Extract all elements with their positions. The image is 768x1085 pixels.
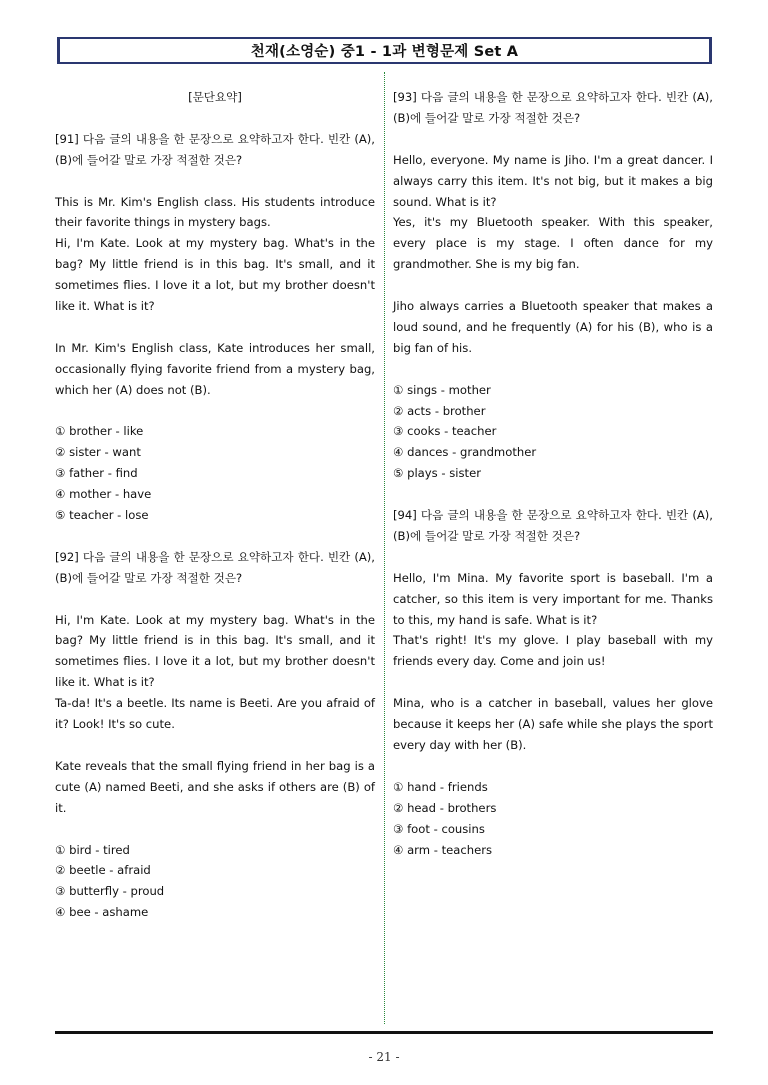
- question-passage: Yes, it's my Bluetooth speaker. With this speaker, every place is my stage. I often dance for my grandmother. She is my big fan.: [393, 215, 713, 272]
- question-passage: Hello, everyone. My name is Jiho. I'm a great dancer. I always carry this item. It's not big, but it makes a big sound. What is it?: [393, 152, 713, 209]
- answer-options: [55, 421, 375, 526]
- answer-option[interactable]: ③ father - find: [55, 466, 138, 481]
- header-title-box: [57, 37, 712, 64]
- left-column: [55, 87, 375, 923]
- question-prompt: [93] 다음 글의 내용을 한 문장으로 요약하고자 한다. 빈칸 (A), (B)에 들어갈 말로 가장 적절한 것은?: [393, 90, 713, 125]
- answer-option[interactable]: ② sister - want: [55, 445, 141, 460]
- answer-option[interactable]: ③ butterfly - proud: [55, 884, 165, 899]
- answer-option[interactable]: ③ cooks - teacher: [393, 424, 497, 439]
- page-number: - 21 -: [368, 1050, 400, 1064]
- answer-option[interactable]: ③ foot - cousins: [393, 821, 485, 836]
- answer-options: [393, 380, 713, 485]
- question-prompt: [94] 다음 글의 내용을 한 문장으로 요약하고자 한다. 빈칸 (A), (B)에 들어갈 말로 가장 적절한 것은?: [393, 508, 713, 543]
- question-summary: Jiho always carries a Bluetooth speaker that makes a loud sound, and he frequently (A) for his (B), who is a big fan of his.: [393, 299, 713, 355]
- answer-option[interactable]: ① bird - tired: [55, 842, 130, 857]
- question-passage: Hello, I'm Mina. My favorite sport is baseball. I'm a catcher, so this item is very important for me. Thanks to this, my hand is safe. What is it?: [393, 570, 713, 627]
- question-94: [393, 505, 713, 860]
- page-title: 천재(소영순) 중1 - 1과 변형문제 Set A: [250, 44, 519, 60]
- question-91: [55, 129, 375, 526]
- question-92: [55, 547, 375, 923]
- answer-option[interactable]: ④ mother - have: [55, 487, 152, 502]
- question-prompt: [92] 다음 글의 내용을 한 문장으로 요약하고자 한다. 빈칸 (A), (B)에 들어갈 말로 가장 적절한 것은?: [55, 549, 375, 585]
- answer-option[interactable]: ① brother - like: [55, 424, 144, 439]
- answer-option[interactable]: ② head - brothers: [393, 800, 497, 815]
- question-summary: Kate reveals that the small flying friend in her bag is a cute (A) named Beeti, and she asks if others are (B) of it.: [55, 758, 375, 815]
- answer-option[interactable]: ① sings - mother: [393, 382, 491, 397]
- section-label: [문단요약]: [188, 90, 242, 104]
- question-passage: Hi, I'm Kate. Look at my mystery bag. What's in the bag? My little friend is in this bag. It's small, and it sometimes flies. I love it a lot, but my brother doesn't like it. What is it?: [55, 612, 375, 690]
- footer-rule: [55, 1031, 713, 1034]
- answer-option[interactable]: ② beetle - afraid: [55, 863, 151, 878]
- answer-option[interactable]: ② acts - brother: [393, 403, 486, 418]
- question-passage: That's right! It's my glove. I play baseball with my friends every day. Come and join us!: [393, 633, 713, 669]
- question-summary: In Mr. Kim's English class, Kate introduces her small, occasionally flying favorite friend from a mystery bag, which her (A) does not (B).: [55, 340, 375, 397]
- answer-option[interactable]: ⑤ teacher - lose: [55, 508, 149, 523]
- column-divider: [384, 72, 385, 1024]
- answer-options: [393, 777, 713, 861]
- question-prompt: [91] 다음 글의 내용을 한 문장으로 요약하고자 한다. 빈칸 (A), (B)에 들어갈 말로 가장 적절한 것은?: [55, 131, 375, 167]
- answer-option[interactable]: ④ dances - grandmother: [393, 445, 537, 460]
- question-passage: Ta-da! It's a beetle. Its name is Beeti. Are you afraid of it? Look! It's so cute.: [55, 696, 375, 732]
- question-summary: Mina, who is a catcher in baseball, values her glove because it keeps her (A) safe while she plays the sport every day with her (B).: [393, 696, 713, 752]
- right-column: [393, 87, 713, 860]
- question-93: [393, 87, 713, 484]
- answer-option[interactable]: ④ bee - ashame: [55, 905, 149, 920]
- question-passage: This is Mr. Kim's English class. His students introduce their favorite things in mystery bags.: [55, 194, 375, 230]
- answer-option[interactable]: ④ arm - teachers: [393, 842, 493, 857]
- question-passage: Hi, I'm Kate. Look at my mystery bag. What's in the bag? My little friend is in this bag. It's small, and it sometimes flies. I love it a lot, but my brother doesn't like it. What is it?: [55, 236, 375, 314]
- answer-option[interactable]: ① hand - friends: [393, 779, 488, 794]
- answer-options: [55, 840, 375, 924]
- answer-option[interactable]: ⑤ plays - sister: [393, 466, 481, 481]
